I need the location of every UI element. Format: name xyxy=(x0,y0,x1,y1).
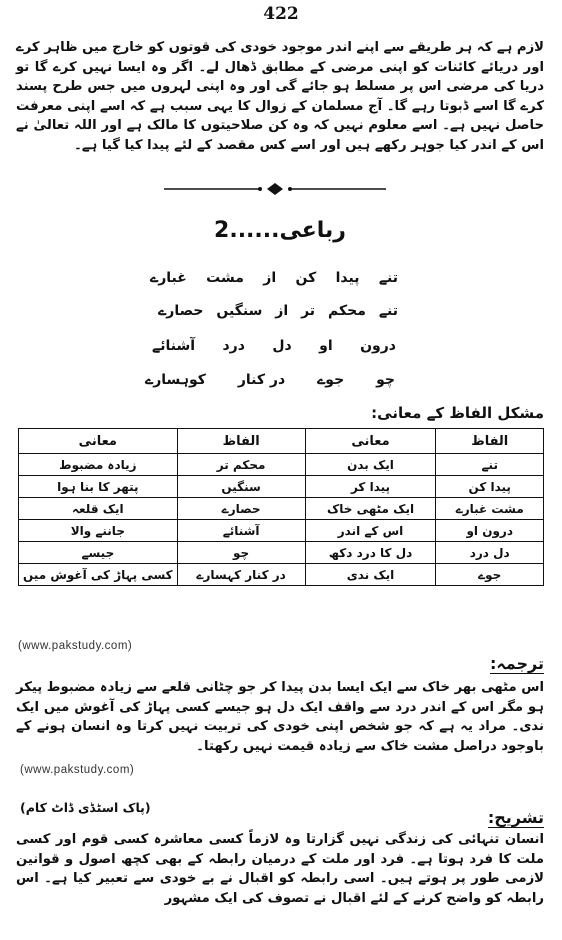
intro-paragraph: لازم ہے کہ ہر طریقے سے اپنے اندر موجود خودی کی قوتوں کو خارج میں ظاہر کرے اور دریائے کائنات کو اپنی مرضی کے مطابق ڈھال لے۔ اگر وہ ایسا نہیں کرے گا تو دریا کی مرضی اس پر مسلط ہو جائے گی اور وہ اپنی لہروں میں جس طرح پسند کرے گا اسے ڈبوتا رہے گا۔ آج مسلمان کے زوال کا یہی سبب ہے کہ اسے اپنی معرفت حاصل نہیں ہے۔ اسے معلوم نہیں کہ وہ کن صلاحیتوں کا مالک ہے اور اللہ تعالیٰ نے اس کے اندر کیا جوہر رکھے ہیں اور اسے کس مقصد کے لئے پیدا کیا گیا ہے۔ xyxy=(16,40,544,153)
table-row xyxy=(19,498,544,520)
watermark: (www.pakstudy.com) xyxy=(18,640,133,652)
glossary-cell: جیسے xyxy=(19,542,178,564)
translation-text: اس مٹھی بھر خاک سے ایک ایسا بدن پیدا کر جو چٹانی قلعے سے زیادہ مضبوط پیکر ہو مگر اس کے اندر درد سے واقف ایک دل ہو جیسے کسی پہاڑ کی آغوش میں ایک ندی۔ مراد یہ ہے کہ جو شخص اپنی خودی کی تربیت نہیں کرتا وہ انسان ہونے کے باوجود دراصل مشت خاک سے زیادہ قیمت نہیں رکھتا۔ xyxy=(16,680,544,754)
verse-word: دل xyxy=(272,338,292,354)
verse-word: کوہسارے xyxy=(145,372,206,388)
glossary-cell: ایک ندی xyxy=(305,564,436,586)
translation-title: ترجمہ: xyxy=(490,654,544,673)
verse-word: حصارے xyxy=(158,303,204,319)
glossary-cell: درون او xyxy=(436,520,544,542)
explanation-text: انسان تنہائی کی زندگی نہیں گزارتا وہ لازماً کسی معاشرہ کسی قوم اور کسی ملت کا فرد ہوتا ہے۔ فرد اور ملت کے درمیان رابطہ کے بھی کچھ اصول و قوانین لازمی طور پر ہوتے ہیں۔ اسی رابطہ کو اقبال نے بے خودی سے تعبیر کیا ہے۔ اس رابطہ کو واضح کرنے کے لئے اقبال نے تصوف کی ایک مشہور xyxy=(16,832,544,906)
glossary-header-cell: الفاظ xyxy=(436,429,544,454)
section-divider xyxy=(160,182,390,196)
table-row xyxy=(19,520,544,542)
glossary-cell: پیدا کن xyxy=(436,476,544,498)
verse-line xyxy=(150,270,398,286)
glossary-cell: زیادہ مضبوط xyxy=(19,454,178,476)
watermark: (www.pakstudy.com) xyxy=(20,764,135,776)
verse-word: او xyxy=(319,338,333,354)
explanation-title: تشریح: xyxy=(487,808,544,827)
verse-word: مشت xyxy=(206,270,244,286)
glossary-table xyxy=(18,428,544,586)
glossary-cell: دل کا درد دکھ xyxy=(305,542,436,564)
table-row xyxy=(19,542,544,564)
rubai-heading: رباعی......2 xyxy=(214,218,346,243)
table-row xyxy=(19,454,544,476)
verse-word: تر xyxy=(301,303,316,319)
verse-word: جوے xyxy=(317,372,345,388)
verse-word: آشنائے xyxy=(152,338,196,354)
glossary-cell: جوے xyxy=(436,564,544,586)
verse-word: غبارے xyxy=(150,270,187,286)
glossary-header-cell: معانی xyxy=(19,429,178,454)
glossary-cell: مشت غبارے xyxy=(436,498,544,520)
verse-line xyxy=(152,338,396,354)
glossary-header-row xyxy=(19,429,544,454)
verse-word: محکم xyxy=(327,303,366,319)
glossary-cell: اس کے اندر xyxy=(305,520,436,542)
verse-word: از xyxy=(275,303,289,319)
glossary-cell: ایک مٹھی خاک xyxy=(305,498,436,520)
verse-word: پیدا xyxy=(335,270,360,286)
glossary-header-cell: الفاظ xyxy=(177,429,305,454)
site-tag: (پاک اسٹڈی ڈاٹ کام) xyxy=(20,800,151,815)
glossary-cell: آشنائے xyxy=(177,520,305,542)
glossary-cell: ایک بدن xyxy=(305,454,436,476)
verse-line xyxy=(158,303,398,319)
glossary-cell: در کنار کہسارے xyxy=(177,564,305,586)
page-number: 422 xyxy=(263,4,299,24)
glossary-cell: دل درد xyxy=(436,542,544,564)
table-row xyxy=(19,476,544,498)
verse-word: سنگیں xyxy=(216,303,263,319)
glossary-cell: تنے xyxy=(436,454,544,476)
verse-word: تنے xyxy=(378,303,398,319)
verse-line xyxy=(145,372,395,388)
verse-word: درد xyxy=(222,338,245,354)
glossary-heading: مشکل الفاظ کے معانی: xyxy=(371,404,544,422)
glossary-cell: پتھر کا بنا ہوا xyxy=(19,476,178,498)
verse-word: در کنار xyxy=(237,372,286,388)
glossary-cell: چو xyxy=(177,542,305,564)
glossary-cell: پیدا کر xyxy=(305,476,436,498)
glossary-cell: سنگیں xyxy=(177,476,305,498)
verse-word: چو xyxy=(376,372,395,388)
verse-word: کن xyxy=(295,270,317,286)
glossary-cell: کسی پہاڑ کی آغوش میں xyxy=(19,564,178,586)
glossary-header-cell: معانی xyxy=(305,429,436,454)
glossary-cell: محکم تر xyxy=(177,454,305,476)
verse-word: از xyxy=(263,270,277,286)
glossary-cell: حصارے xyxy=(177,498,305,520)
glossary-cell: جاننے والا xyxy=(19,520,178,542)
glossary-cell: ایک قلعہ xyxy=(19,498,178,520)
verse-word: درون xyxy=(360,338,396,354)
table-row xyxy=(19,564,544,586)
verse-word: تنے xyxy=(378,270,398,286)
